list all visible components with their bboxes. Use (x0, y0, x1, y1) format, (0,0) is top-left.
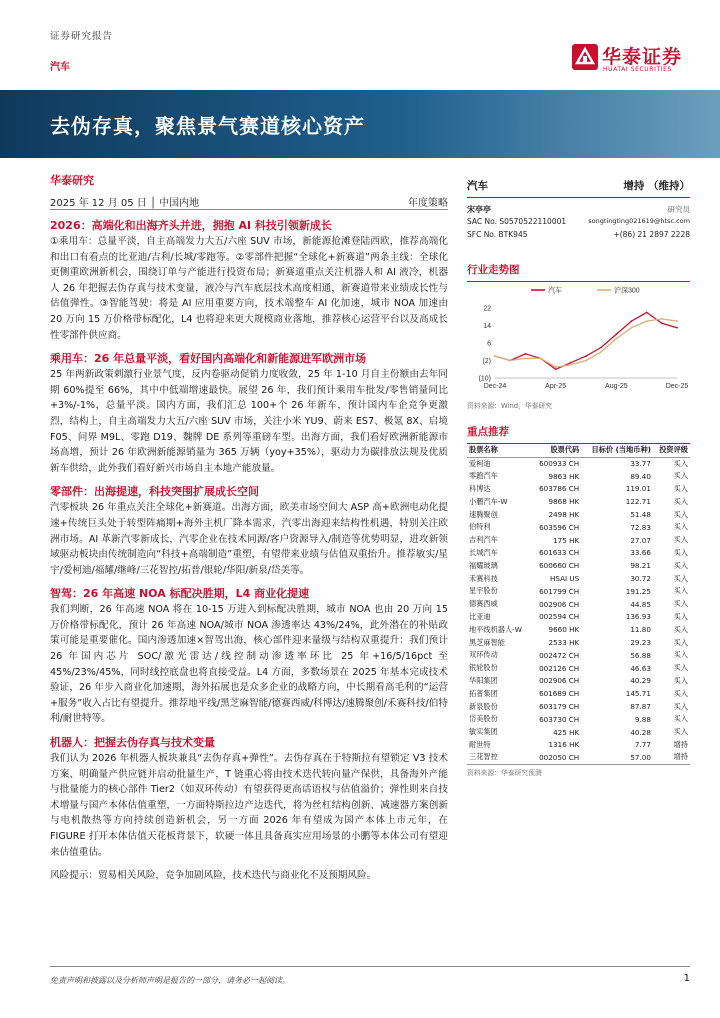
picks-row (467, 495, 690, 508)
target-price-cell: 122.71 (625, 497, 651, 507)
stock-code-cell: 002050 CH (531, 751, 581, 764)
stock-name-cell: 双环传动 (469, 650, 498, 660)
target-price-cell: 30.72 (630, 574, 651, 584)
target-price-cell: 40.28 (630, 727, 651, 737)
target-price-cell: 40.29 (630, 676, 651, 686)
picks-row (467, 585, 690, 598)
target-price-cell: 89.40 (630, 471, 651, 481)
stock-name-cell: 黑芝麻智能 (469, 637, 505, 647)
analyst-name: 宋亭亭 (467, 205, 491, 214)
rating-cell: 买入 (673, 496, 688, 506)
data-point (494, 355, 496, 357)
y-tick-label: (2) (482, 358, 491, 365)
data-point (631, 327, 633, 329)
data-point (615, 338, 617, 340)
report-title: 去伪存真，聚焦景气赛道核心资产 (50, 114, 365, 138)
report-meta-row (50, 192, 448, 210)
stock-code-cell: 175 HK (553, 535, 580, 545)
stock-name-cell: 星宇股份 (469, 586, 498, 596)
target-price-cell: 57.00 (581, 751, 653, 764)
data-point (646, 311, 648, 313)
stock-code-cell: HSAI US (549, 574, 580, 584)
rating-cell: 买入 (673, 483, 688, 493)
stock-name-cell: 福耀玻璃 (469, 560, 498, 570)
research-org: 华泰研究 (50, 174, 94, 187)
stock-code-cell: 600933 CH (539, 459, 580, 469)
picks-row (467, 611, 690, 624)
page-number: 1 (683, 973, 690, 984)
stock-name-cell: 小鹏汽车-W (469, 496, 508, 506)
picks-col-rating: 投资评级 (653, 445, 690, 457)
data-point (570, 362, 572, 364)
target-price-cell: 119.01 (625, 484, 651, 494)
target-price-cell: 87.87 (630, 702, 651, 712)
picks-row (467, 483, 690, 496)
picks-row (467, 598, 690, 611)
picks-row (467, 572, 690, 585)
rating-cell: 买入 (673, 727, 688, 737)
x-tick-label: Dec-25 (665, 383, 689, 390)
section-title: 零部件：出海提速，科技突围扩展成长空间 (50, 485, 259, 499)
picks-row (467, 636, 690, 649)
analyst-sac: SAC No. S0570522110001 (467, 217, 567, 226)
stock-name-cell: 新泉股份 (469, 701, 498, 711)
picks-row (467, 457, 690, 470)
rating-cell: 买入 (673, 509, 688, 519)
section-smart-driving (50, 586, 448, 727)
stock-code-cell: 002594 CH (539, 612, 580, 622)
picks-row (467, 547, 690, 560)
target-price-cell: 72.83 (630, 522, 651, 532)
rating-cell: 买入 (673, 624, 688, 634)
analyst-info (467, 204, 690, 246)
rating-value: 增持 （维持） (623, 180, 690, 192)
stock-name-cell: 吉利汽车 (469, 535, 498, 545)
doc-type-label: 证券研究报告 (50, 31, 114, 42)
section-title: 机器人：把握去伪存真与技术变量 (50, 736, 215, 750)
analyst-sfc: SFC No. BTK945 (467, 230, 528, 239)
target-price-cell: 191.25 (625, 586, 651, 596)
target-price-cell: 33.66 (630, 548, 651, 558)
trend-chart-title: 行业走势图 (467, 262, 690, 282)
stock-code-cell: 002126 CH (539, 663, 580, 673)
stock-code-cell: 425 HK (553, 727, 580, 737)
target-price-cell: 11.80 (630, 625, 651, 635)
section-body: 我们判断，26 年高速 NOA 将在 10-15 万进入到标配决胜期，城市 NOA 也由 20 万向 15 万价格带标配化，预计 26 年高速 NOA/城市 NOA 渗透率达 43%/24%，此外潜在的补贴政策可能是重要催化。国内渗透加速×智驾出海，核心部件迎来量级与结构双重提升：我们预计 26 年国内芯片 SOC/激光雷达/线控制动渗透率环比 25 年+16/5/16pct 至 45%/23%/45%，同时线控底盘也将直接受益。L4 方面，多数场景在 2025 年基本完成技术验证，26 年步入商业化加速期，海外拓展也是众多企业的战略方向，中长期看高毛利的“运营+服务”收入占比有望提升。推荐地平线/黑芝麻智能/德赛西威/科博达/速腾聚创/禾赛科技/伯特利/耐世特等。 (50, 604, 448, 725)
section-title: 乘用车：26 年总量平淡，看好国内高端化和新能源进军欧洲市场 (50, 352, 367, 366)
rating-cell: 买入 (673, 663, 688, 673)
rating-cell: 买入 (673, 458, 688, 468)
target-price-cell: 136.93 (625, 612, 651, 622)
section-components (50, 484, 448, 578)
section-passenger-cars (50, 351, 448, 476)
data-point (555, 368, 557, 370)
rating-cell: 增持 (673, 739, 688, 749)
stock-code-cell: 603179 CH (539, 702, 580, 712)
stock-name-cell: 伯特利 (469, 522, 491, 532)
picks-row (467, 521, 690, 534)
risk-warning: 风险提示：贸易相关风险，竞争加剧风险，技术迭代与商业化不及预期风险。 (50, 870, 377, 882)
data-point (524, 353, 526, 355)
rating-cell: 买入 (673, 535, 688, 545)
rating-cell: 买入 (673, 573, 688, 583)
stock-name-cell: 科博达 (469, 483, 491, 493)
stock-code-cell: 2533 HK (548, 638, 580, 648)
title-banner (0, 90, 720, 158)
stock-name-cell: 拓普集团 (469, 688, 498, 698)
page-footer (50, 966, 690, 992)
data-point (631, 320, 633, 322)
stock-code-cell: 002906 CH (539, 676, 580, 686)
stock-name-cell: 地平线机器人-W (469, 624, 522, 634)
picks-source: 资料来源：华泰研究预测 (467, 768, 542, 777)
rating-cell: 买入 (673, 560, 688, 570)
trend-chart-svg (467, 282, 690, 398)
legend-label: 沪深300 (614, 287, 640, 295)
stock-name-cell: 耐世特 (469, 739, 491, 749)
y-tick-label: (10) (478, 375, 491, 383)
y-tick-label: 22 (483, 305, 491, 313)
data-point (661, 322, 663, 324)
stock-code-cell: 1316 HK (548, 740, 580, 750)
data-point (600, 346, 602, 348)
huatai-logo-icon (572, 44, 598, 70)
data-point (570, 364, 572, 366)
stock-code-cell: 601799 CH (539, 586, 580, 596)
stock-name-cell: 零跑汽车 (469, 471, 498, 481)
picks-row (467, 623, 690, 636)
report-kind: 年度策略 (408, 198, 448, 209)
logo-cn-text: 华泰证券 (602, 46, 683, 68)
trend-chart-source: 资料来源：Wind，华泰研究 (467, 402, 553, 410)
target-price-cell: 56.88 (630, 650, 651, 660)
stock-code-cell: 603596 CH (539, 522, 580, 532)
x-tick-label: Dec-24 (483, 383, 507, 390)
picks-table (467, 445, 690, 765)
data-point (600, 351, 602, 353)
rating-cell: 增持 (653, 751, 690, 764)
rating-cell: 买入 (673, 688, 688, 698)
rating-cell: 买入 (673, 599, 688, 609)
section-body: 我们认为 2026 年机器人板块兼具“去伪存真+弹性”。去伪存真在于特斯拉有望锁定 V3 技术方案、明确量产供应链并启动批量生产，T 链重心将由技术迭代转向量产保供，具备海外产能与批量能力的核心部件 Tier2（如双环传动）有望获得更高话语权与估值溢价；弹性则来自技术增量与国产本体估值重塑，一方面特斯拉边产边迭代，将为丝杠结构创新、减速器方案创新与电机散热等方向持续创造新机会，另一方面 2026 年有望成为国产本体上市元年，在 FIGURE 打开本体估值天花板背景下，软硬一体且具备真实应用场景的小鹏等本体公司有望迎来估值重估。 (50, 753, 448, 858)
section-title: 2026：高端化和出海齐头并进，拥抱 AI 科技引领新成长 (50, 219, 332, 232)
target-price-cell: 7.77 (634, 740, 651, 750)
stock-name-cell: 德赛西威 (469, 599, 498, 609)
x-tick-label: Aug-25 (605, 383, 628, 390)
report-date: 2025 年 12 月 05 日 │ 中国内地 (50, 198, 200, 209)
data-point (540, 357, 542, 359)
rating-cell: 买入 (673, 586, 688, 596)
data-point (509, 360, 511, 362)
picks-row (467, 713, 690, 726)
picks-row (467, 751, 690, 764)
picks-header-row (467, 445, 690, 457)
data-point (676, 327, 678, 329)
rating-industry: 汽车 (467, 180, 488, 192)
rating-cell: 买入 (673, 701, 688, 711)
picks-col-target: 目标价 (当地币种) (581, 445, 653, 457)
rating-box (467, 172, 690, 198)
stock-code-cell: 002906 CH (539, 599, 580, 609)
stock-name-cell: 比亚迪 (469, 611, 491, 621)
picks-table-body (467, 457, 690, 764)
data-point (585, 355, 587, 357)
stock-code-cell: 601689 CH (539, 689, 580, 699)
data-point (615, 333, 617, 335)
stock-name-cell: 速腾聚创 (469, 509, 498, 519)
data-point (524, 357, 526, 359)
target-price-cell: 44.85 (630, 599, 651, 609)
target-price-cell: 51.48 (630, 510, 651, 520)
stock-code-cell: 9863 HK (548, 471, 580, 481)
stock-code-cell: 600660 CH (539, 561, 580, 571)
section-body: ①乘用车：总量平淡，自主高端发力大五/六座 SUV 市场，新能源抢滩登陆西欧，推荐高端化和出口有看点的比亚迪/吉利/长城/零跑等。②零部件把握“全球化+新赛道”两条主线：全球化更侧重欧洲新机会，围绕订单与产能进行投资布局；新赛道重点关注机器人和 AI 液冷，机器人 26 年把握去伪存真与技术变量，液冷与汽车底层技术高度相通，新赛道带来业绩成长性与估值弹性。③智能驾驶：将是 AI 应用重要方向，技术端整车 AI 化加速，城市 NOA 加速由 20 万向 15 万价格带标配化，L4 也将迎来更大规模商业落地，推荐核心运营平台以及高成长性零部件供应商。 (50, 236, 448, 341)
stock-name-cell: 三花智控 (467, 751, 531, 764)
picks-col-code: 股票代码 (531, 445, 581, 457)
picks-row (467, 700, 690, 713)
page-header (50, 26, 690, 86)
data-point (585, 360, 587, 362)
stock-code-cell: 603730 CH (539, 714, 580, 724)
stock-name-cell: 岱美股份 (469, 714, 498, 724)
stock-name-cell: 华阳集团 (469, 675, 498, 685)
stock-code-cell: 002472 CH (539, 650, 580, 660)
target-price-cell: 98.21 (630, 561, 651, 571)
stock-name-cell: 长城汽车 (469, 547, 498, 557)
picks-row (467, 662, 690, 675)
sector-tag: 汽车 (50, 62, 70, 73)
rating-cell: 买入 (673, 650, 688, 660)
stock-code-cell: 9660 HK (548, 625, 580, 635)
y-tick-label: 14 (483, 323, 491, 330)
stock-code-cell: 603786 CH (539, 484, 580, 494)
logo-en-text: HUATAI SECURITIES (603, 66, 672, 73)
stock-code-cell: 601633 CH (539, 548, 580, 558)
data-point (676, 320, 678, 322)
picks-row (467, 739, 690, 752)
target-price-cell: 29.23 (630, 638, 651, 648)
data-point (661, 318, 663, 320)
stock-code-cell: 9868 HK (548, 497, 580, 507)
target-price-cell: 9.88 (634, 714, 651, 724)
stock-name-cell: 银轮股份 (469, 663, 498, 673)
target-price-cell: 27.07 (630, 535, 651, 545)
rating-cell: 买入 (673, 547, 688, 557)
picks-row (467, 687, 690, 700)
picks-row (467, 508, 690, 521)
picks-title: 重点推荐 (467, 424, 690, 444)
section-body: 25 年两新政策刺激行业景气度，反内卷驱动促销力度收敛，25 年 1-10 月自主份额由去年同期 60%提至 66%，其中中低端增速最快。展望 26 年，我们预计乘用车批发/零售销量同比+3%/-1%，总量平淡。国内方面，我们汇总 100+个 26 年新车，预计国内车企竞争更激烈，结构上，自主高端发力大五/六座 SUV 市场，关注小米 YU9、蔚来 ES7、极氪 8X、启境 F05、问界 M9L、零跑 D19、魏牌 DE 系列等重磅车型。出海方面，我们看好欧洲新能源市场高增，预计 26 年欧洲新能源销量为 365 万辆（yoy+35%），驱动力为碳排放法规及优质新车供给，此外我们看好新兴市场自主本地产能放量。 (50, 369, 448, 474)
rating-cell: 买入 (673, 522, 688, 532)
picks-row (467, 649, 690, 662)
rating-cell: 买入 (673, 714, 688, 724)
picks-row (467, 726, 690, 739)
rating-cell: 买入 (673, 675, 688, 685)
picks-row (467, 675, 690, 688)
analyst-phone: +(86) 21 2897 2228 (613, 230, 690, 239)
stock-code-cell: 2498 HK (548, 510, 580, 520)
section-robotics (50, 735, 448, 860)
legend-label: 汽车 (548, 287, 562, 295)
y-tick-label: 6 (487, 340, 491, 348)
stock-name-cell: 敏实集团 (469, 727, 498, 737)
data-point (646, 320, 648, 322)
stock-name-cell: 爱柯迪 (469, 458, 491, 468)
x-tick-label: Apr-25 (545, 383, 567, 390)
stock-name-cell: 禾赛科技 (469, 573, 498, 583)
section-body: 汽零板块 26 年重点关注全球化+新赛道。出海方面，欧美市场空间大 ASP 高+欧洲电动化提速+传统巨头处于转型阵痛期+海外主机厂降本需求，汽零出海迎来结构性机遇，特别关注欧洲市场。AI 革新汽零新成长，汽零企业在技术同源/客户资源导入/制造等优势明显，进攻新领域驱动板块由传统制造向“科技+高端制造”重塑，有望带来业绩与估值双重抬升。推荐敏实/星宇/爱柯迪/福耀/继峰/三花智控/拓普/银轮/华阳/新泉/岱美等。 (50, 502, 448, 576)
company-logo (572, 42, 690, 82)
section-title: 智驾：26 年高速 NOA 标配决胜期，L4 商业化提速 (50, 587, 310, 601)
picks-row (467, 559, 690, 572)
trend-chart (467, 282, 690, 398)
footer-disclaimer: 免责声明和披露以及分析师声明是报告的一部分，请务必一起阅读。 (50, 976, 290, 985)
section-summary (50, 218, 448, 343)
target-price-cell: 33.77 (630, 459, 651, 469)
picks-row (467, 470, 690, 483)
side-column (467, 172, 690, 777)
data-point (555, 366, 557, 368)
analyst-email[interactable]: songtingting021619@htsc.com (588, 217, 690, 225)
target-price-cell: 145.71 (625, 689, 651, 699)
target-price-cell: 46.63 (630, 663, 651, 673)
rating-cell: 买入 (673, 471, 688, 481)
rating-cell: 买入 (673, 637, 688, 647)
rating-cell: 买入 (673, 611, 688, 621)
analyst-role: 研究员 (667, 205, 690, 214)
picks-row (467, 534, 690, 547)
main-column (50, 172, 448, 883)
picks-col-name: 股票名称 (467, 445, 531, 457)
